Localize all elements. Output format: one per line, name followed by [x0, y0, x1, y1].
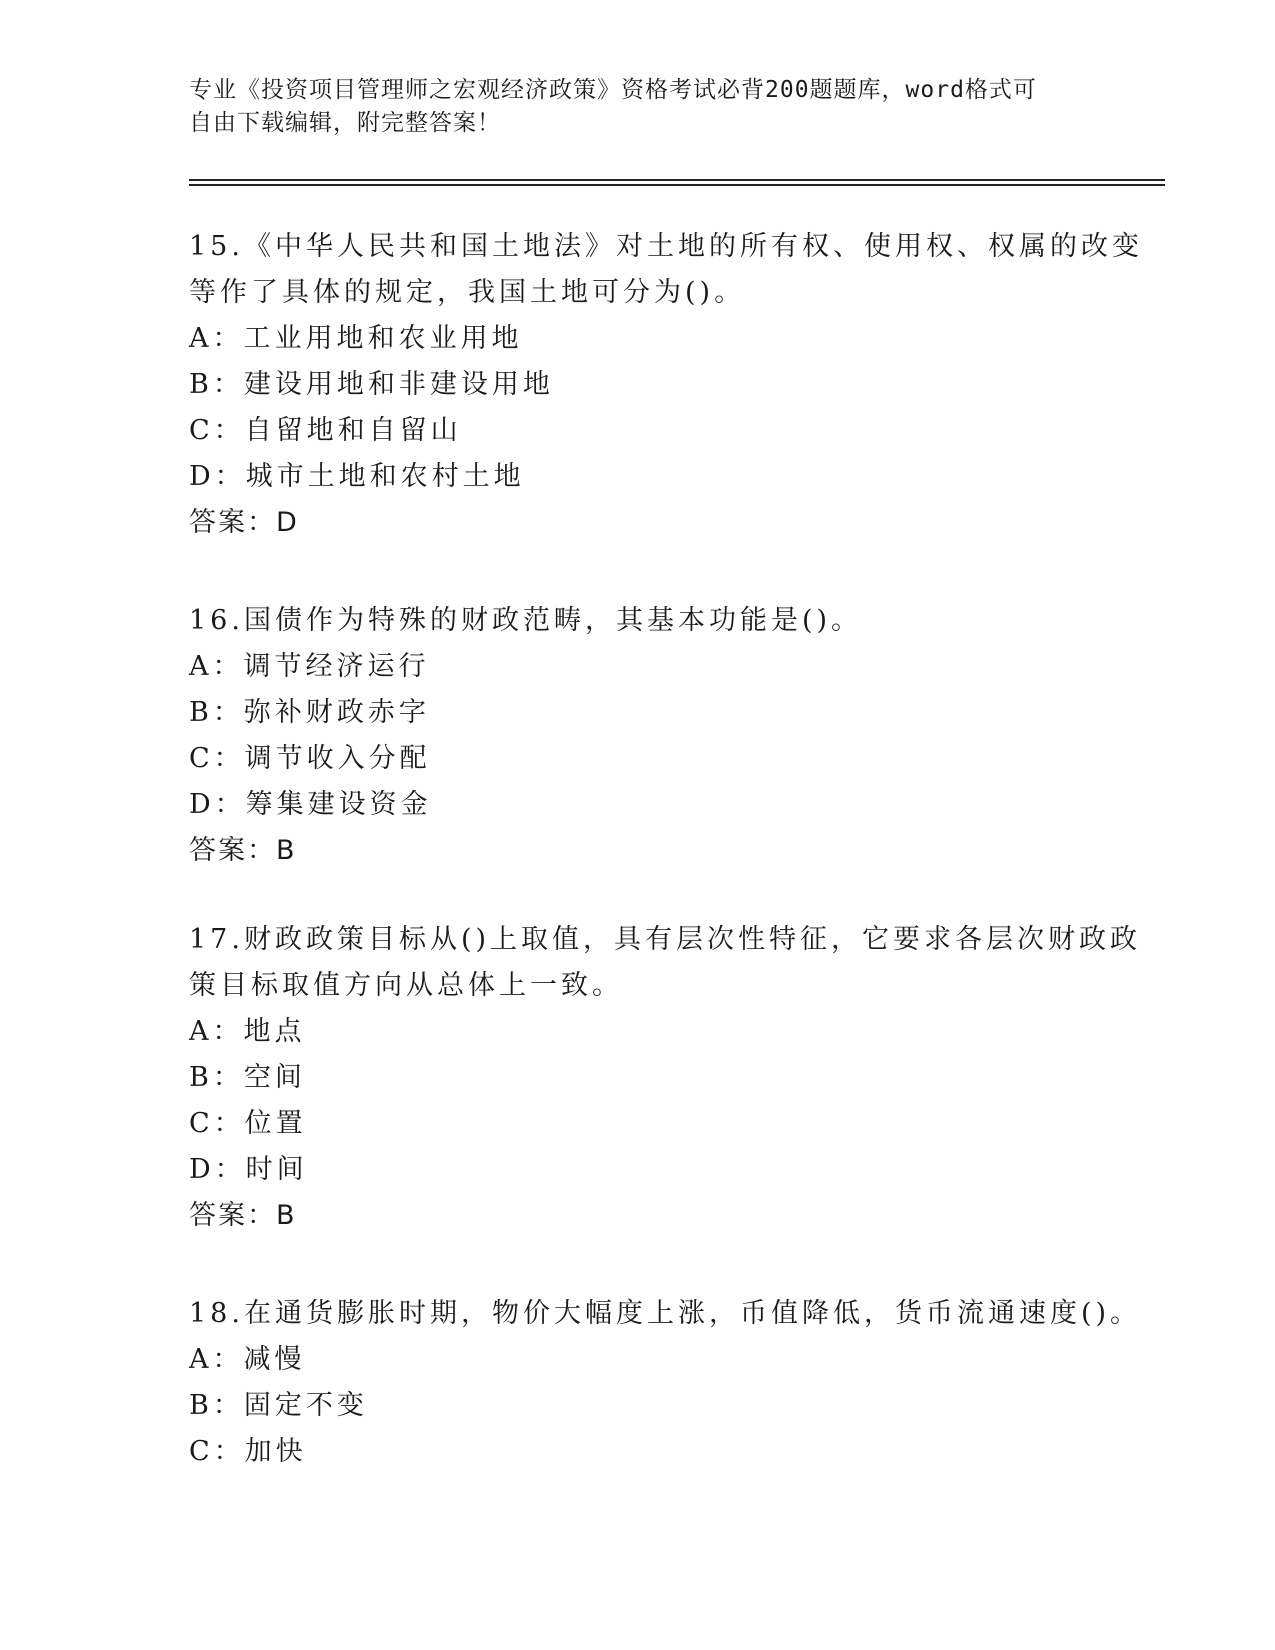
question-stem-line: 17.财政政策目标从()上取值，具有层次性特征，它要求各层次财政政 — [189, 924, 1142, 955]
option-b: B：弥补财政赤字 — [189, 697, 430, 728]
question-stem-line: 16.国债作为特殊的财政范畴，其基本功能是()。 — [189, 605, 863, 636]
question-17 — [189, 917, 1149, 1239]
header-divider-bottom — [189, 184, 1165, 186]
answer: 答案：D — [189, 507, 299, 538]
option-a: A：地点 — [189, 1016, 306, 1047]
question-stem-line: 15.《中华人民共和国土地法》对土地的所有权、使用权、权属的改变 — [189, 231, 1143, 262]
answer: 答案：B — [189, 835, 297, 866]
question-18 — [189, 1291, 1149, 1475]
option-c: C：自留地和自留山 — [189, 415, 462, 446]
question-16 — [189, 598, 1149, 874]
document-header — [189, 74, 1089, 140]
option-d: D：时间 — [189, 1154, 308, 1185]
option-a: A：减慢 — [189, 1344, 306, 1375]
answer: 答案：B — [189, 1200, 297, 1231]
option-c: C：调节收入分配 — [189, 743, 431, 774]
option-c: C：加快 — [189, 1436, 307, 1467]
option-a: A：工业用地和农业用地 — [189, 323, 523, 354]
option-d: D：筹集建设资金 — [189, 789, 432, 820]
option-c: C：位置 — [189, 1108, 307, 1139]
question-15 — [189, 224, 1149, 546]
option-d: D：城市土地和农村土地 — [189, 461, 525, 492]
question-stem-line: 18.在通货膨胀时期，物价大幅度上涨，币值降低，货币流通速度()。 — [189, 1298, 1142, 1329]
option-b: B：固定不变 — [189, 1390, 368, 1421]
question-stem-line: 等作了具体的规定，我国土地可分为()。 — [189, 277, 746, 308]
question-stem-line: 策目标取值方向从总体上一致。 — [189, 970, 623, 1001]
option-b: B：空间 — [189, 1062, 306, 1093]
option-a: A：调节经济运行 — [189, 651, 430, 682]
header-line-1: 专业《投资项目管理师之宏观经济政策》资格考试必背200题题库，word格式可 — [189, 77, 1037, 103]
header-line-2: 自由下载编辑，附完整答案！ — [189, 110, 501, 136]
header-divider-top — [189, 179, 1165, 181]
option-b: B：建设用地和非建设用地 — [189, 369, 554, 400]
